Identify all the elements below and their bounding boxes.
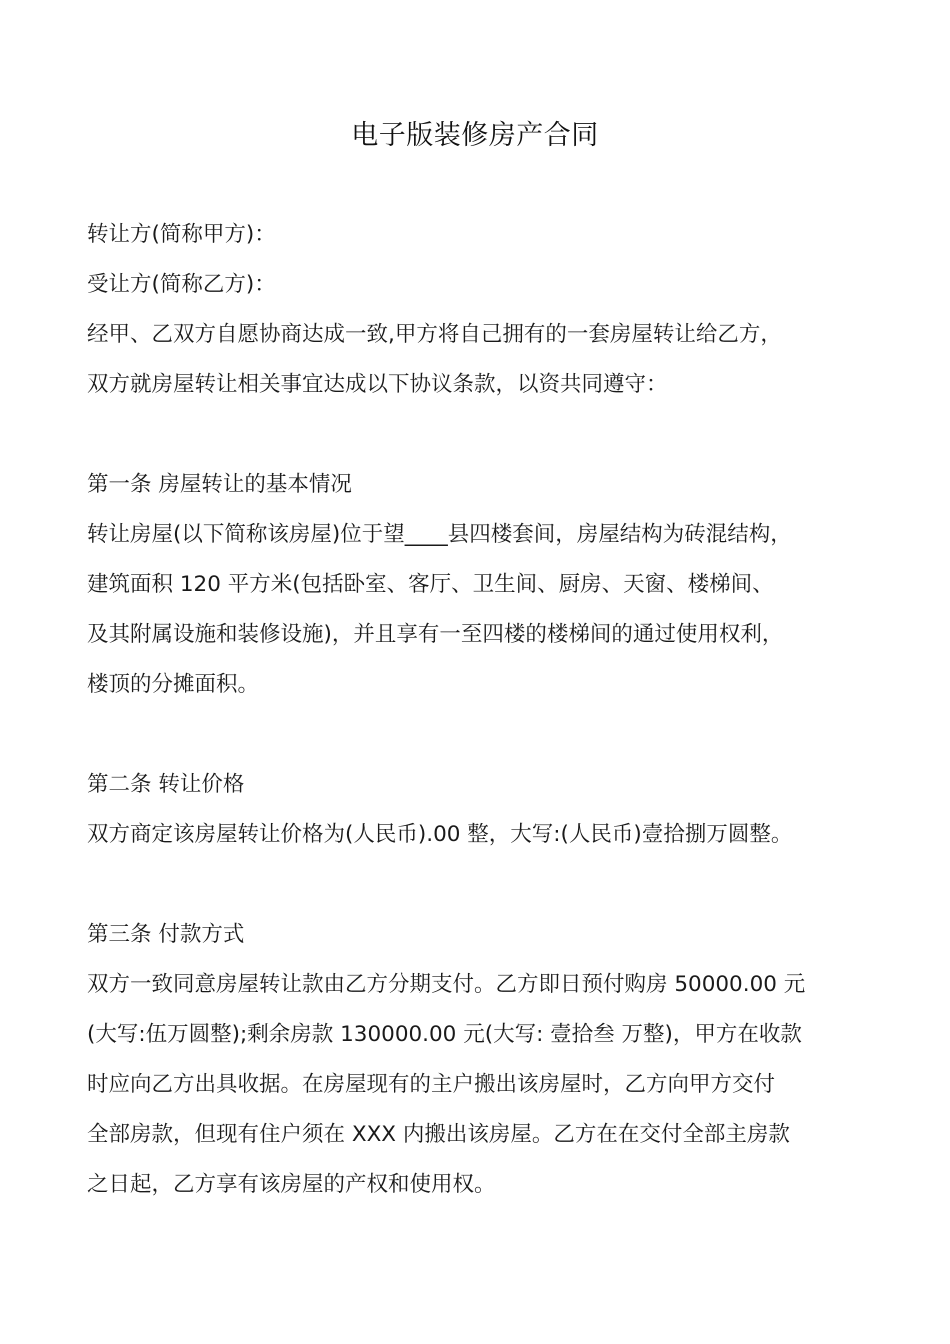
section-paragraph-line: 及其附属设施和装修设施)，并且享有一至四楼的楼梯间的通过使用权利， xyxy=(87,622,784,647)
section-paragraph-line: 时应向乙方出具收据。在房屋现有的主户搬出该房屋时，乙方向甲方交付 xyxy=(87,1072,776,1097)
preamble-line: 经甲、乙双方自愿协商达成一致,甲方将自己拥有的一套房屋转让给乙方， xyxy=(87,322,782,347)
transferee-line: 受让方(简称乙方)： xyxy=(87,272,276,297)
section-heading: 第一条 房屋转让的基本情况 xyxy=(87,472,352,497)
spacer xyxy=(87,860,887,910)
section-paragraph-line: 之日起，乙方享有该房屋的产权和使用权。 xyxy=(87,1172,496,1197)
document-title: 电子版装修房产合同 xyxy=(351,120,599,151)
preamble-line: 双方就房屋转让相关事宜达成以下协议条款，以资共同遵守： xyxy=(87,372,668,397)
section-heading: 第二条 转让价格 xyxy=(87,772,245,797)
section-paragraph-line: 双方一致同意房屋转让款由乙方分期支付。乙方即日预付购房 50000.00 元 xyxy=(87,972,806,997)
spacer xyxy=(87,410,887,460)
section-paragraph-line: 楼顶的分摊面积。 xyxy=(87,672,260,697)
section-paragraph-line: (大写:伍万圆整);剩余房款 130000.00 元(大写: 壹拾叁 万整)，甲方在收款 xyxy=(87,1022,802,1047)
section-paragraph-line: 建筑面积 120 平方米(包括卧室、客厅、卫生间、厨房、天窗、楼梯间、 xyxy=(87,572,774,597)
section-paragraph-line: 转让房屋(以下简称该房屋)位于望____县四楼套间，房屋结构为砖混结构， xyxy=(87,522,792,547)
document-body xyxy=(87,210,887,1210)
section-paragraph-line: 双方商定该房屋转让价格为(人民币).00 整，大写:(人民币)壹拾捌万圆整。 xyxy=(87,822,793,847)
section-heading: 第三条 付款方式 xyxy=(87,922,245,947)
spacer xyxy=(87,710,887,760)
section-paragraph-line: 全部房款，但现有住户须在 XXX 内搬出该房屋。乙方在在交付全部主房款 xyxy=(87,1122,790,1147)
transferor-line: 转让方(简称甲方)： xyxy=(87,222,276,247)
